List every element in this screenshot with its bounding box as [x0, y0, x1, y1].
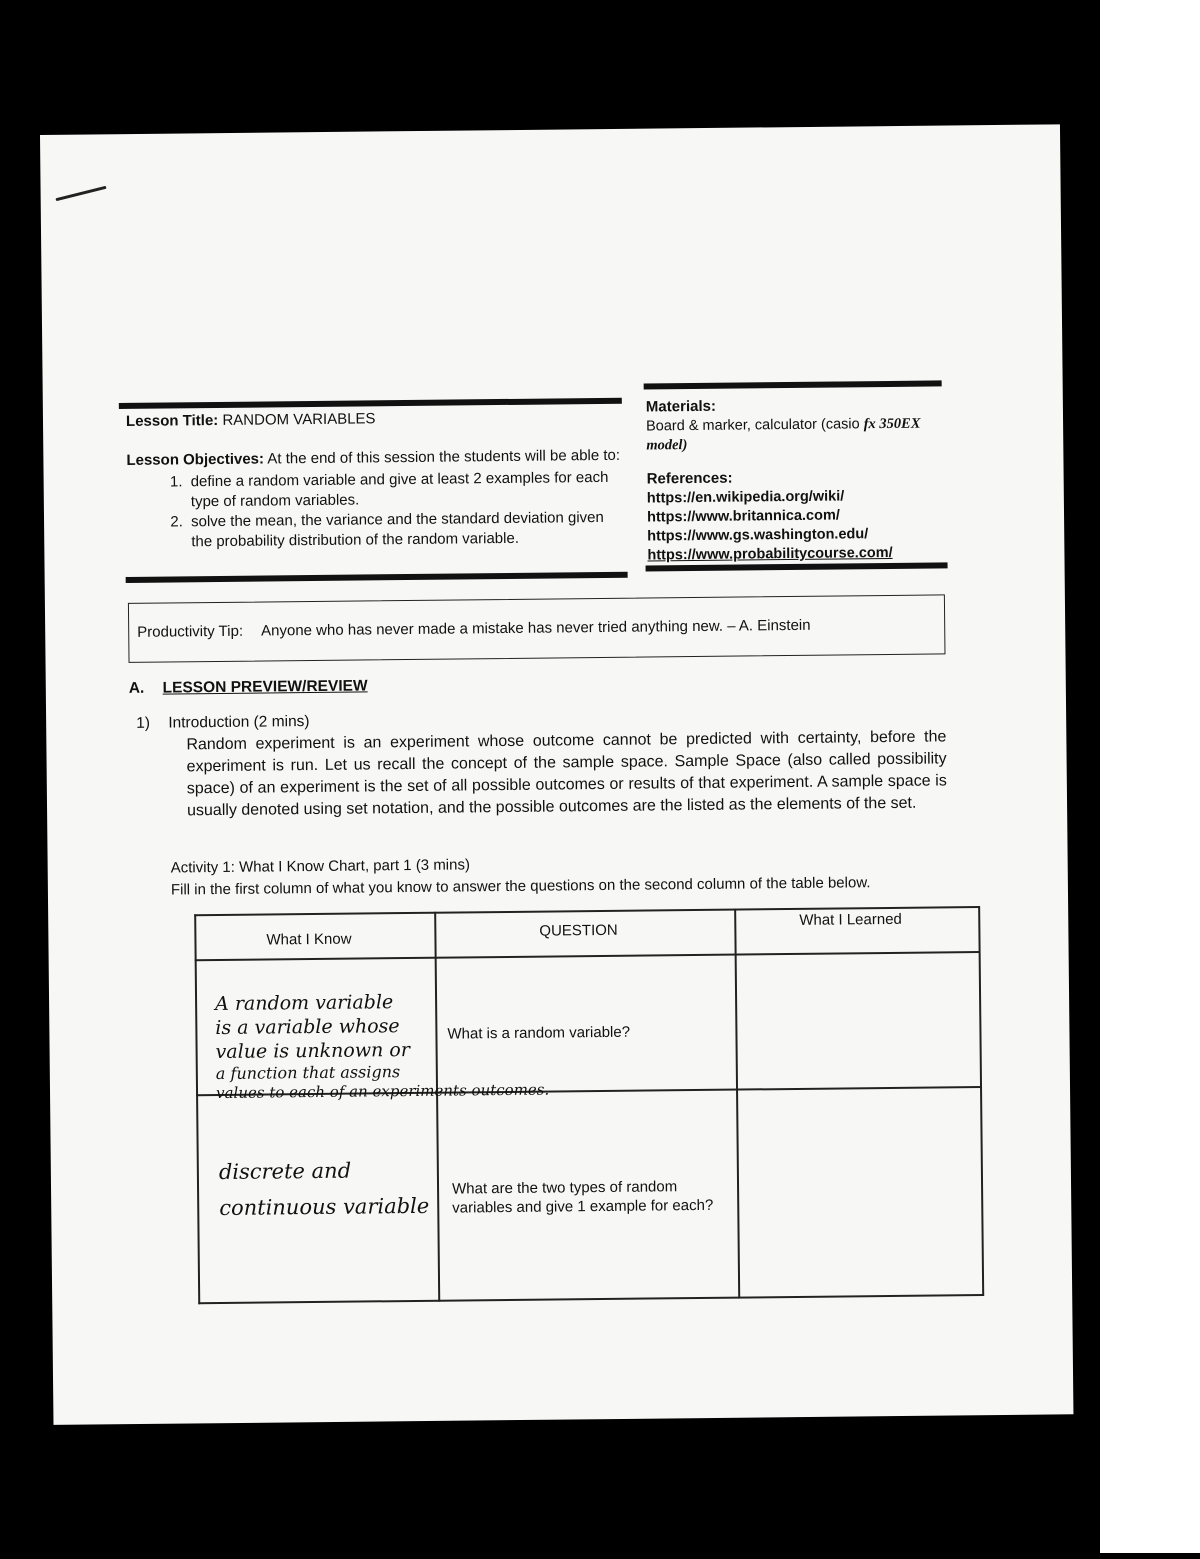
- materials-text: Board & marker, calculator (casio: [646, 416, 860, 435]
- header-rule-bottom-left: [126, 572, 628, 583]
- lesson-header: [126, 408, 622, 553]
- activity-title: Activity 1: What I Know Chart, part 1 (3 mins): [170, 856, 471, 877]
- intro-number: 1): [136, 714, 151, 732]
- learned-2: [746, 1106, 971, 1108]
- objectives-label: Lesson Objectives:: [126, 450, 265, 469]
- objectives-block: [126, 447, 622, 553]
- reference-item: https://www.britannica.com/: [646, 507, 840, 526]
- handwritten-answer-1: [215, 988, 636, 1102]
- table-border: [734, 909, 740, 1299]
- handwritten-line: values to each of an experiments outcomes.: [215, 1080, 550, 1103]
- table-border: [978, 906, 984, 1296]
- header-question: QUESTION: [539, 921, 618, 940]
- header-rule-top-left: [119, 398, 622, 409]
- reference-item: https://www.gs.washington.edu/: [647, 526, 869, 545]
- handwritten-line: is a variable whose: [215, 1015, 400, 1040]
- reference-item: https://www.probabilitycourse.com/: [647, 544, 893, 564]
- section-letter: A.: [128, 679, 145, 697]
- header-what-i-know: What I Know: [266, 930, 352, 949]
- intro-heading: Introduction (2 mins): [168, 713, 310, 732]
- table-border: [198, 1294, 983, 1304]
- references-label: References:: [646, 469, 733, 488]
- introduction: [136, 706, 947, 822]
- handwritten-line: continuous variable: [219, 1193, 430, 1221]
- handwritten-line: value is unknown or: [215, 1039, 410, 1064]
- reference-item: https://en.wikipedia.org/wiki/: [646, 488, 845, 507]
- objectives-list: [127, 468, 623, 553]
- what-i-know-table: [194, 906, 983, 1304]
- objective-item: 2. solve the mean, the variance and the standard deviation given the probability distribution of the random variable.: [187, 508, 622, 553]
- header-rule-top-right: [644, 380, 942, 389]
- materials-label: Materials:: [645, 397, 717, 416]
- learned-1: [745, 966, 970, 968]
- lesson-title-line: [126, 408, 621, 430]
- table-border: [434, 912, 440, 1302]
- section-title: LESSON PREVIEW/REVIEW: [162, 677, 368, 697]
- question-2: What are the two types of random variables and give 1 example for each?: [451, 1178, 714, 1217]
- table-border: [194, 914, 200, 1304]
- lesson-title-value: RANDOM VARIABLES: [222, 410, 376, 429]
- tip-label: Productivity Tip:: [137, 622, 244, 641]
- handwritten-answer-2: [219, 1152, 430, 1226]
- header-what-i-learned: What I Learned: [799, 910, 902, 929]
- objectives-intro: At the end of this session the students will be able to:: [267, 446, 621, 468]
- materials-references: [646, 394, 948, 565]
- lesson-title-label: Lesson Title:: [125, 411, 219, 430]
- table-border: [195, 951, 980, 961]
- handwritten-line: discrete and: [218, 1158, 352, 1185]
- objective-item: 1. define a random variable and give at least 2 examples for each type of random variables.: [187, 468, 622, 513]
- intro-paragraph: Random experiment is an experiment whose outcome cannot be predicted with certainty, before the experiment is run. Let us recall the concept of the sample space. Sample Space (also called possibility space) of an experiment is the set of all possible outcomes or results of that experiment. A sample space is usually denoted using set notation, and the possible outcomes are the listed as the elements of the set.: [186, 728, 947, 820]
- activity-instruction: Fill in the first column of what you know to answer the questions on the second column of the table below.: [170, 874, 871, 899]
- productivity-tip-box: [128, 594, 946, 663]
- question-1: What is a random variable?: [447, 1023, 631, 1043]
- section-a-heading: [129, 677, 368, 697]
- handwritten-line: a function that assigns: [215, 1062, 401, 1084]
- handwritten-line: A random variable: [215, 991, 394, 1016]
- tip-text: Anyone who has never made a mistake has never tried anything new. – A. Einstein: [260, 616, 811, 640]
- materials-model: fx 350EX model): [646, 415, 921, 454]
